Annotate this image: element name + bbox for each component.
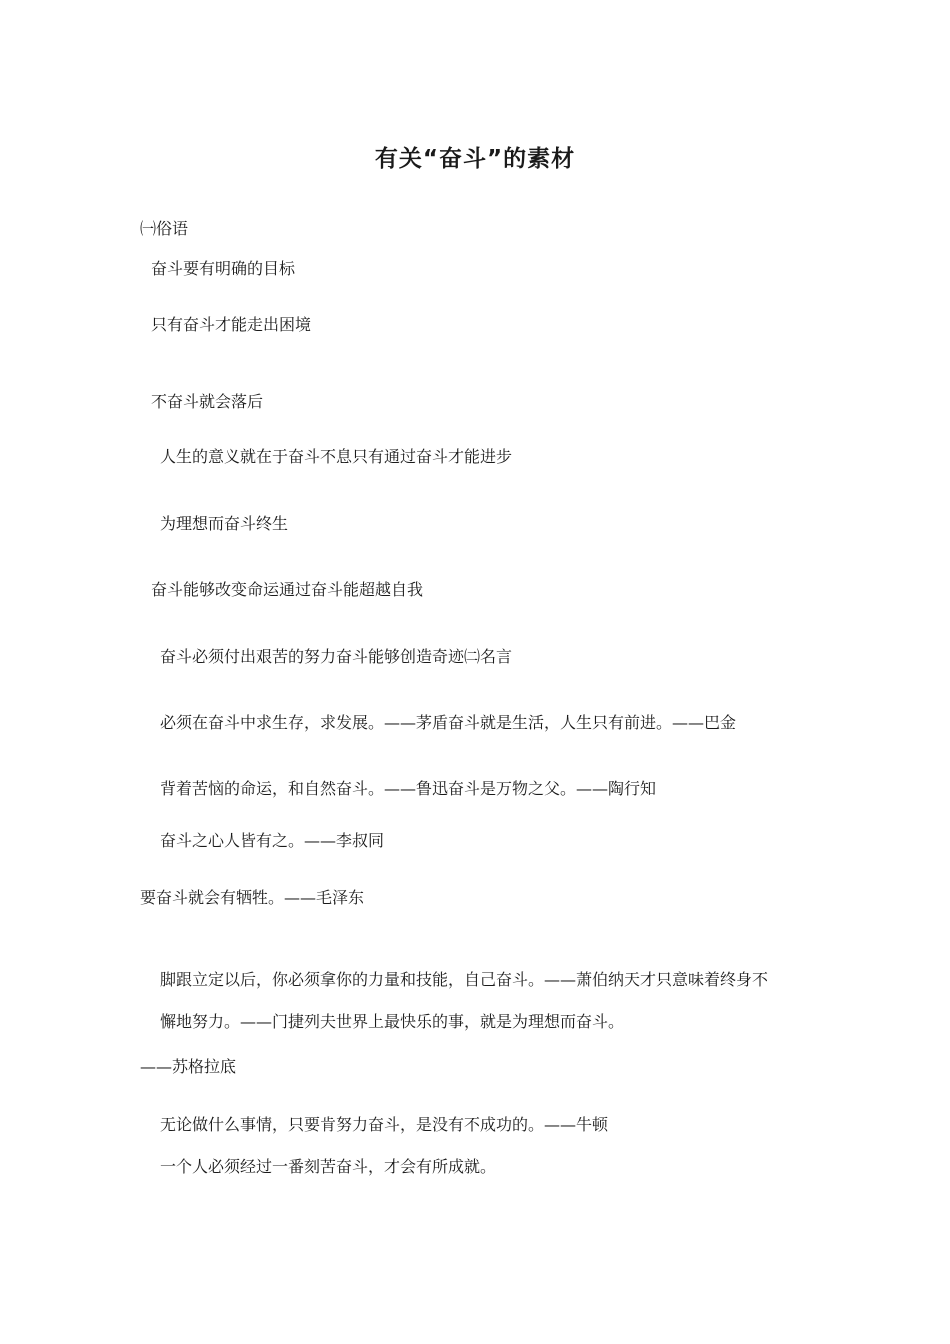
quote-line: 背着苦恼的命运，和自然奋斗。——鲁迅奋斗是万物之父。——陶行知 bbox=[160, 779, 657, 798]
quote-line: ——苏格拉底 bbox=[140, 1057, 237, 1076]
proverb-line: 奋斗要有明确的目标 bbox=[151, 259, 296, 278]
quote-line: 一个人必须经过一番刻苦奋斗，才会有所成就。 bbox=[160, 1157, 497, 1176]
section-heading-proverbs: ㈠俗语 bbox=[140, 219, 189, 238]
document-title: 有关“奋斗”的素材 bbox=[374, 146, 576, 172]
proverb-line: 为理想而奋斗终生 bbox=[160, 514, 289, 533]
proverb-line: 不奋斗就会落后 bbox=[151, 392, 264, 411]
proverb-line: 奋斗必须付出艰苦的努力奋斗能够创造奇迹㈡名言 bbox=[160, 647, 513, 666]
quote-line: 奋斗之心人皆有之。——李叔同 bbox=[160, 831, 385, 850]
quote-line: 必须在奋斗中求生存，求发展。——茅盾奋斗就是生活，人生只有前进。——巴金 bbox=[160, 713, 737, 732]
proverb-line: 奋斗能够改变命运通过奋斗能超越自我 bbox=[151, 580, 424, 599]
quote-line: 懈地努力。——门捷列夫世界上最快乐的事，就是为理想而奋斗。 bbox=[160, 1012, 625, 1031]
proverb-line: 只有奋斗才能走出困境 bbox=[151, 315, 312, 334]
quote-line: 无论做什么事情，只要肯努力奋斗，是没有不成功的。——牛顿 bbox=[160, 1115, 609, 1134]
proverb-line: 人生的意义就在于奋斗不息只有通过奋斗才能进步 bbox=[160, 447, 513, 466]
quote-line: 要奋斗就会有牺牲。——毛泽东 bbox=[140, 888, 365, 907]
quote-line: 脚跟立定以后，你必须拿你的力量和技能，自己奋斗。——萧伯纳天才只意味着终身不 bbox=[160, 970, 769, 989]
